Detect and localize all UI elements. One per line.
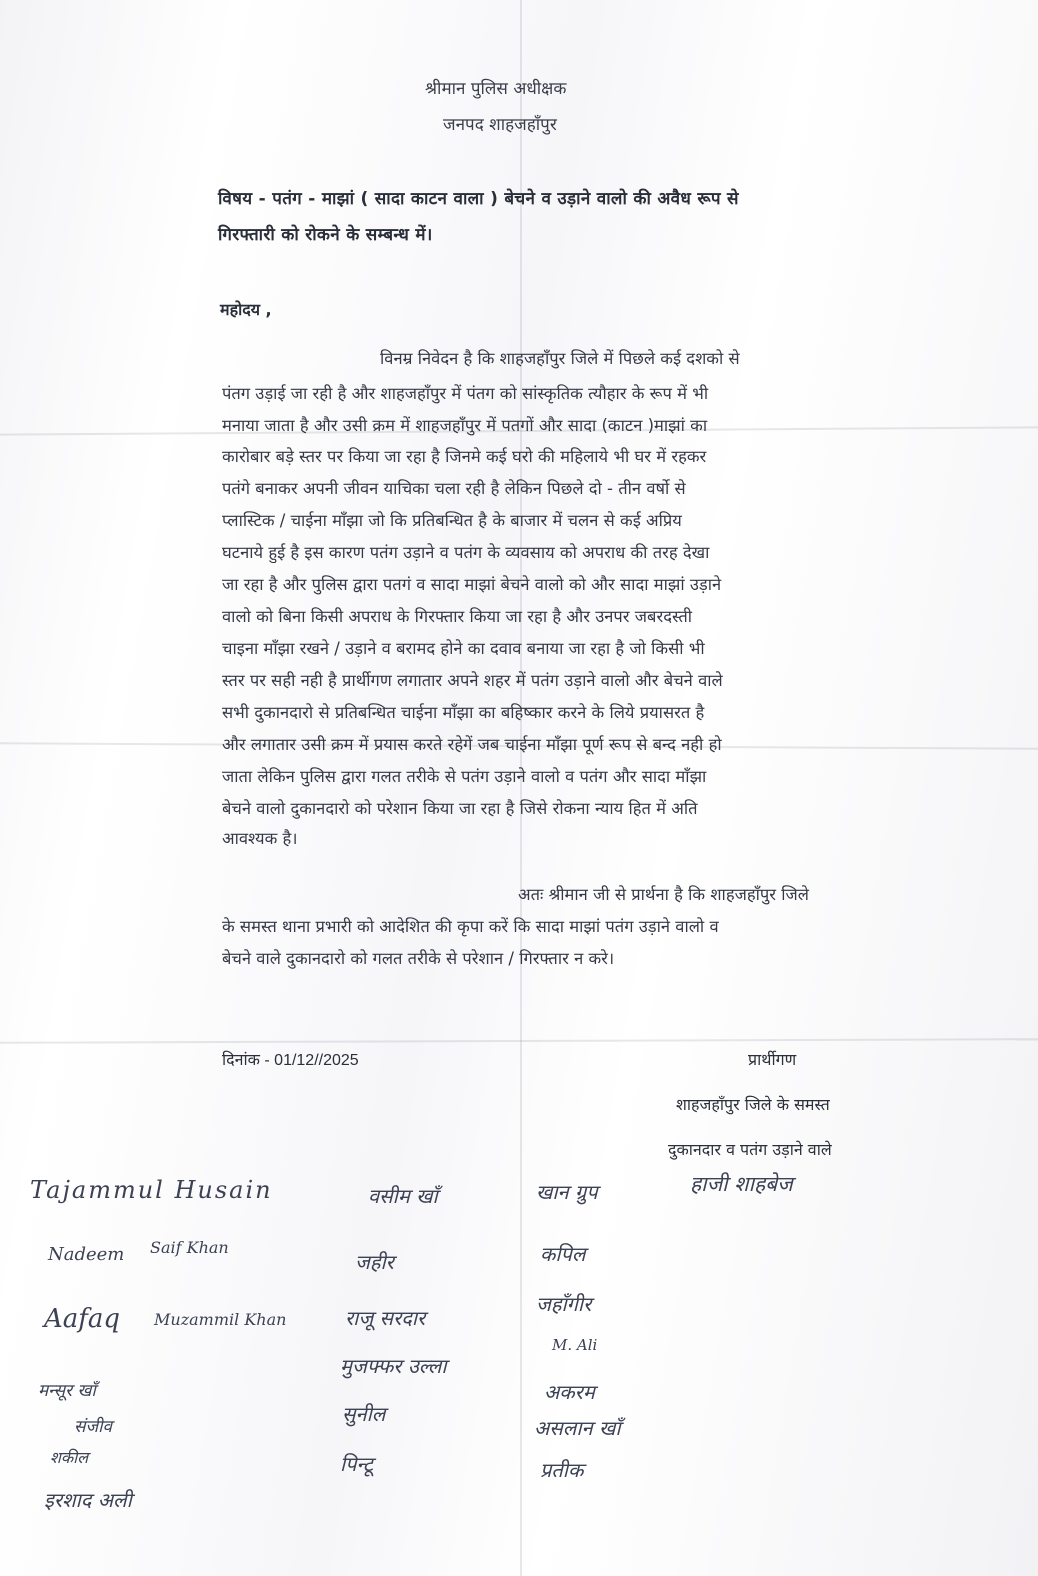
body-line: मनाया जाता है और उसी क्रम में शाहजहाँपुर में पतगों और सादा (काटन )माझां का bbox=[222, 416, 708, 435]
sender-group: शाहजहाँपुर जिले के समस्त bbox=[676, 1095, 830, 1114]
body-line: प्लास्टिक / चाईना माँझा जो कि प्रतिबन्धित है के बाजार में चलन से कई अप्रिय bbox=[222, 511, 682, 530]
request-line: अतः श्रीमान जी से प्रार्थना है कि शाहजहाँपुर जिले bbox=[518, 885, 809, 904]
handwritten-signature: हाजी शाहबेज bbox=[690, 1172, 793, 1196]
subject-line: गिरफ्तारी को रोकने के सम्बन्ध में। bbox=[218, 225, 433, 245]
handwritten-signature: कपिल bbox=[540, 1242, 586, 1266]
handwritten-signature: असलान खाँ bbox=[534, 1416, 621, 1440]
letter-date: दिनांक - 01/12//2025 bbox=[222, 1052, 359, 1069]
sender-heading: प्रार्थीगण bbox=[748, 1050, 797, 1069]
handwritten-signature: पिन्टू bbox=[340, 1452, 373, 1476]
handwritten-signature: अकरम bbox=[544, 1380, 595, 1404]
subject-line: विषय - पतंग - माझां ( सादा काटन वाला ) बेचने व उड़ाने वालो की अवैध रूप से bbox=[218, 189, 739, 209]
request-line: के समस्त थाना प्रभारी को आदेशित की कृपा करें कि सादा माझां पतंग उड़ाने वालो व bbox=[222, 917, 719, 936]
body-line: पंतग उड़ाई जा रही है और शाहजहाँपुर में पंतग को सांस्कृतिक त्यौहार के रूप में भी bbox=[222, 384, 709, 403]
handwritten-signature: Tajammul Husain bbox=[30, 1176, 273, 1204]
body-line: विनम्र निवेदन है कि शाहजहाँपुर जिले में पिछले कई दशको से bbox=[380, 349, 740, 368]
handwritten-signature: जहाँगीर bbox=[536, 1292, 592, 1316]
addressee-title: श्रीमान पुलिस अधीक्षक bbox=[425, 79, 567, 99]
body-line: और लगातार उसी क्रम में प्रयास करते रहेगें जब चाईना माँझा पूर्ण रूप से बन्द नही हो bbox=[222, 735, 722, 754]
handwritten-signature: मुजफ्फर उल्ला bbox=[340, 1354, 447, 1378]
handwritten-signature: जहीर bbox=[355, 1250, 394, 1274]
body-line: जा रहा है और पुलिस द्वारा पतगं व सादा माझां बेचने वालो को और सादा माझां उड़ाने bbox=[222, 575, 722, 594]
sender-group-detail: दुकानदार व पतंग उड़ाने वाले bbox=[668, 1140, 832, 1159]
handwritten-signature: मन्सूर खाँ bbox=[38, 1381, 96, 1401]
handwritten-signature: संजीव bbox=[74, 1417, 112, 1437]
handwritten-signature: प्रतीक bbox=[540, 1458, 584, 1482]
handwritten-signature: Muzammil Khan bbox=[154, 1310, 287, 1329]
body-line: सभी दुकानदारो से प्रतिबन्धित चाईना माँझा का बहिष्कार करने के लिये प्रयासरत है bbox=[222, 703, 705, 722]
handwritten-signature: खान ग्रुप bbox=[536, 1180, 598, 1204]
body-line: जाता लेकिन पुलिस द्वारा गलत तरीके से पतंग उड़ाने वालो व पतंग और सादा माँझा bbox=[222, 767, 707, 786]
handwritten-signature: इरशाद अली bbox=[44, 1488, 132, 1512]
handwritten-signature: सुनील bbox=[342, 1402, 386, 1426]
body-line: आवश्यक है। bbox=[222, 829, 298, 848]
handwritten-signature: Aafaq bbox=[44, 1304, 121, 1334]
body-line: घटनाये हुई है इस कारण पतंग उड़ाने व पतंग के व्यवसाय को अपराध की तरह देखा bbox=[222, 543, 710, 562]
body-line: पतंगे बनाकर अपनी जीवन याचिका चला रही है लेकिन पिछले दो - तीन वर्षो से bbox=[222, 479, 686, 498]
handwritten-signature: Nadeem bbox=[48, 1244, 125, 1265]
body-line: चाइना माँझा रखने / उड़ाने व बरामद होने का दवाव बनाया जा रहा है जो किसी भी bbox=[222, 639, 705, 658]
handwritten-signature: M. Ali bbox=[552, 1336, 598, 1354]
body-line: कारोबार बड़े स्तर पर किया जा रहा है जिनमे कई घरो की महिलाये भी घर में रहकर bbox=[222, 447, 707, 466]
handwritten-signature: राजू सरदार bbox=[345, 1306, 426, 1330]
addressee-district: जनपद शाहजहाँपुर bbox=[443, 115, 557, 135]
paper-fold-vertical bbox=[520, 0, 522, 1576]
request-line: बेचने वाले दुकानदारो को गलत तरीके से परेशान / गिरफ्तार न करे। bbox=[222, 949, 615, 968]
body-line: वालो को बिना किसी अपराध के गिरफ्तार किया जा रहा है और उनपर जबरदस्ती bbox=[222, 607, 693, 626]
salutation: महोदय , bbox=[220, 300, 272, 319]
paper-fold-horizontal bbox=[0, 1038, 1038, 1044]
body-line: बेचने वालो दुकानदारो को परेशान किया जा रहा है जिसे रोकना न्याय हित में अति bbox=[222, 799, 698, 818]
handwritten-signature: Saif Khan bbox=[150, 1238, 229, 1257]
body-line: स्तर पर सही नही है प्रार्थीगण लगातार अपने शहर में पतंग उड़ाने वालो और बेचने वाले bbox=[222, 671, 723, 690]
handwritten-signature: शकील bbox=[50, 1448, 89, 1467]
handwritten-signature: वसीम खाँ bbox=[368, 1184, 438, 1208]
